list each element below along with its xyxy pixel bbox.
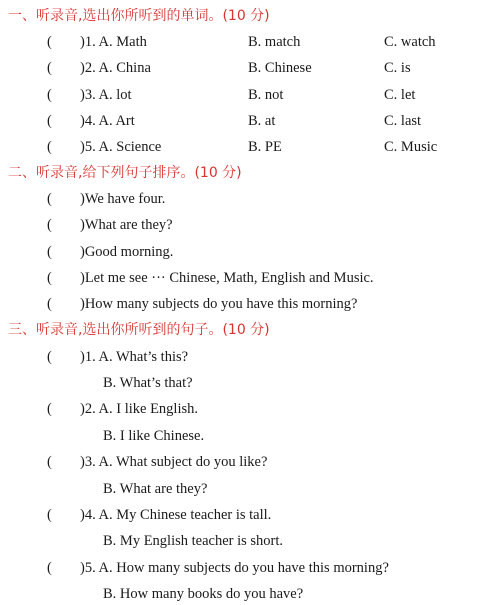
- answer-paren[interactable]: (: [47, 139, 52, 155]
- section-3-title: 三、听录音,选出你所听到的句子。(10 分): [8, 322, 270, 338]
- option-a: )1. A. What’s this?: [80, 349, 189, 365]
- option-a: )1. A. Math: [80, 34, 147, 50]
- option-b: B. PE: [248, 139, 282, 155]
- option-b: B. What are they?: [103, 481, 208, 497]
- answer-paren[interactable]: (: [47, 87, 52, 103]
- answer-paren[interactable]: (: [47, 349, 52, 365]
- option-a: )3. A. What subject do you like?: [80, 454, 268, 470]
- answer-paren[interactable]: (: [47, 191, 52, 207]
- option-b: B. I like Chinese.: [103, 428, 205, 444]
- answer-paren[interactable]: (: [47, 60, 52, 76]
- option-b: B. What’s that?: [103, 375, 193, 391]
- answer-paren[interactable]: (: [47, 244, 52, 260]
- option-b: B. at: [248, 113, 276, 129]
- option-b: B. My English teacher is short.: [103, 533, 284, 549]
- answer-paren[interactable]: (: [47, 560, 52, 576]
- answer-paren[interactable]: (: [47, 296, 52, 312]
- option-a: )2. A. China: [80, 60, 151, 76]
- section-1-title: 一、听录音,选出你所听到的单词。(10 分): [8, 8, 270, 24]
- answer-paren[interactable]: (: [47, 34, 52, 50]
- answer-paren[interactable]: (: [47, 113, 52, 129]
- option-c: C. watch: [384, 34, 436, 50]
- section-2-title: 二、听录音,给下列句子排序。(10 分): [8, 165, 242, 181]
- answer-paren[interactable]: (: [47, 401, 52, 417]
- sentence: )We have four.: [80, 191, 166, 207]
- option-c: C. last: [384, 113, 422, 129]
- sentence: )Let me see ··· Chinese, Math, English and Music.: [80, 270, 374, 286]
- answer-paren[interactable]: (: [47, 270, 52, 286]
- option-a: )4. A. My Chinese teacher is tall.: [80, 507, 272, 523]
- sentence: )What are they?: [80, 217, 173, 233]
- sentence: )Good morning.: [80, 244, 174, 260]
- option-b: B. match: [248, 34, 301, 50]
- answer-paren[interactable]: (: [47, 217, 52, 233]
- answer-paren[interactable]: (: [47, 454, 52, 470]
- option-b: B. not: [248, 87, 284, 103]
- option-c: C. let: [384, 87, 416, 103]
- option-b: B. Chinese: [248, 60, 312, 76]
- sentence: )How many subjects do you have this morning?: [80, 296, 358, 312]
- option-a: )5. A. How many subjects do you have this morning?: [80, 560, 389, 576]
- option-b: B. How many books do you have?: [103, 586, 304, 602]
- option-a: )3. A. lot: [80, 87, 132, 103]
- option-a: )5. A. Science: [80, 139, 162, 155]
- answer-paren[interactable]: (: [47, 507, 52, 523]
- option-c: C. Music: [384, 139, 438, 155]
- option-a: )2. A. I like English.: [80, 401, 199, 417]
- option-a: )4. A. Art: [80, 113, 135, 129]
- option-c: C. is: [384, 60, 411, 76]
